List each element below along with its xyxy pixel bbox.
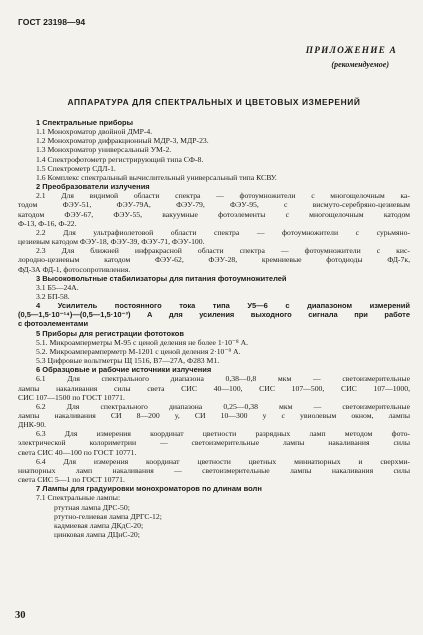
section-item-heading: 6 Образцовые и рабочие источники излучения (36, 365, 212, 375)
text-line: ниатюрных ламп накаливания — светоизмерительные лампы накаливания силы (18, 465, 410, 475)
section-item-heading: 5 Приборы для регистрации фототоков (36, 328, 184, 338)
text-line: 6.2 Для спектрального диапазона 0,25—0,38 мкм — светоизмерительные (36, 401, 410, 411)
text-line: ртутная лампа ДРС-50; (54, 502, 130, 512)
appendix-title: ПРИЛОЖЕНИЕ А (305, 46, 397, 56)
body-text (18, 118, 410, 539)
text-line: лампы накаливания СИ 8—200 у, СИ 10—300 у с увиолевым окном, лампы (18, 411, 410, 420)
text-line: 6.3 Для измерения координат цветности разрядных ламп методом фото- (36, 429, 410, 439)
section-item-heading: 7 Лампы для градуировки монохроматоров по длинам волн (36, 484, 262, 494)
section-item-heading: 3 Высоковольтные стабилизаторы для питания фотоумножителей (36, 273, 287, 283)
text-line: 1.1 Монохроматор двойной ДМР-4. (36, 127, 153, 137)
section-item-heading: с фотоэлементами (18, 319, 89, 329)
appendix-note: (рекомендуемое) (331, 60, 389, 69)
text-line: 1.5 Спектрометр СДЛ-1. (36, 163, 116, 173)
text-line: 2.2 Для ультрафиолетовой области спектра — фотоумножители с сурьмяно- (36, 227, 410, 237)
text-line: ФД-3А ФД-1, фотосопротивления. (18, 264, 131, 274)
text-line: 6.1 Для спектрального диапазона 0,38—0,8 мкм — светоизмерительные (36, 374, 410, 384)
text-line: 1.2 Монохроматор дифракционный МДР-3, МДР-23. (36, 136, 209, 146)
section-item-heading: 2 Преобразователи излучения (36, 182, 150, 192)
text-line: лампы накаливания силы света СИС 40—100, СИС 107—500, СИС 107—1000, (18, 383, 410, 393)
text-line: катодом ФЭУ-67, ФЭУ-55, вакуумные фотоэлементы с многощелочным катодом (18, 209, 410, 219)
text-line: 3.1 Б5—24А. (36, 282, 79, 292)
text-line: кадмиевая лампа ДКдС-20; (54, 520, 144, 530)
text-line: 1.6 Комплекс спектральный вычислительный универсальный типа КСВУ. (36, 172, 277, 182)
text-line: тодом ФЭУ-51, ФЭУ-79А, ФЭУ-79, ФЭУ-95, с висмуто-серебряно-цезиевым (18, 200, 410, 210)
text-line: 7.1 Спектральные лампы: (36, 493, 121, 503)
text-line: 2.1 Для видимой области спектра — фотоумножители с многощелочным ка- (36, 191, 410, 201)
text-line: 2.3 Для ближней инфракрасной области спектра — фотоумножители с кис- (36, 246, 410, 256)
text-line: электрической колориметрии — светоизмерительные лампы накаливания силы (18, 438, 410, 448)
text-line: 5.3 Цифровые вольтметры Щ 1516, В7—27А, Ф283 М1. (36, 356, 220, 366)
text-line: света СИС 5—1 по ГОСТ 10771. (18, 475, 125, 485)
text-line: ДНК-90. (18, 420, 47, 430)
text-line: 1.3 Монохроматор универсальный УМ-2. (36, 145, 172, 155)
text-line: Ф-13, Ф-16, Ф-22. (18, 218, 77, 228)
text-line: СИС 107—1500 по ГОСТ 10771. (18, 392, 125, 402)
section-item-heading: (0,5—1,5·10⁻¹⁴)—(0,5—1,5·10⁻³) А для усиления выходного сигнала при работе (18, 310, 410, 320)
text-line: 3.2 БП-58. (36, 291, 70, 301)
text-line: 1.4 Спектрофотометр регистрирующий типа СФ-8. (36, 154, 204, 164)
text-line: 6.4 Для измерения координат цветности цветных миниатюрных и сверхми- (36, 456, 410, 466)
text-line: света СИС 40—100 по ГОСТ 10771. (18, 447, 137, 457)
section-item-heading: 1 Спектральные приборы (36, 118, 134, 127)
section-heading: АППАРАТУРА ДЛЯ СПЕКТРАЛЬНЫХ И ЦВЕТОВЫХ ИЗМЕРЕНИЙ (67, 97, 361, 107)
text-line: ртутно-гелиевая лампа ДРГС-12; (54, 511, 162, 521)
text-line: 5.2. Микроамперамперметр М-1201 с ценой деления 2·10⁻⁹ А. (36, 346, 241, 356)
text-line: лородно-цезиевым катодом ФЭУ-62, ФЭУ-28, кремниевые фотодиоды ФД-7к, (18, 255, 410, 265)
page-number: 30 (15, 610, 26, 621)
section-item-heading: 4 Усилитель постоянного тока типа У5—6 с диапазоном измерений (36, 301, 410, 311)
standard-number: ГОСТ 23198—94 (18, 17, 86, 27)
text-line: цезиевым катодом ФЭУ-18, ФЭУ-39, ФЭУ-71, ФЭУ-100. (18, 237, 205, 247)
text-line: цинковая лампа ДЦнС-20; (54, 530, 140, 540)
text-line: 5.1. Микроамперметры М-95 с ценой деления не более 1·10⁻⁸ А. (36, 337, 249, 347)
